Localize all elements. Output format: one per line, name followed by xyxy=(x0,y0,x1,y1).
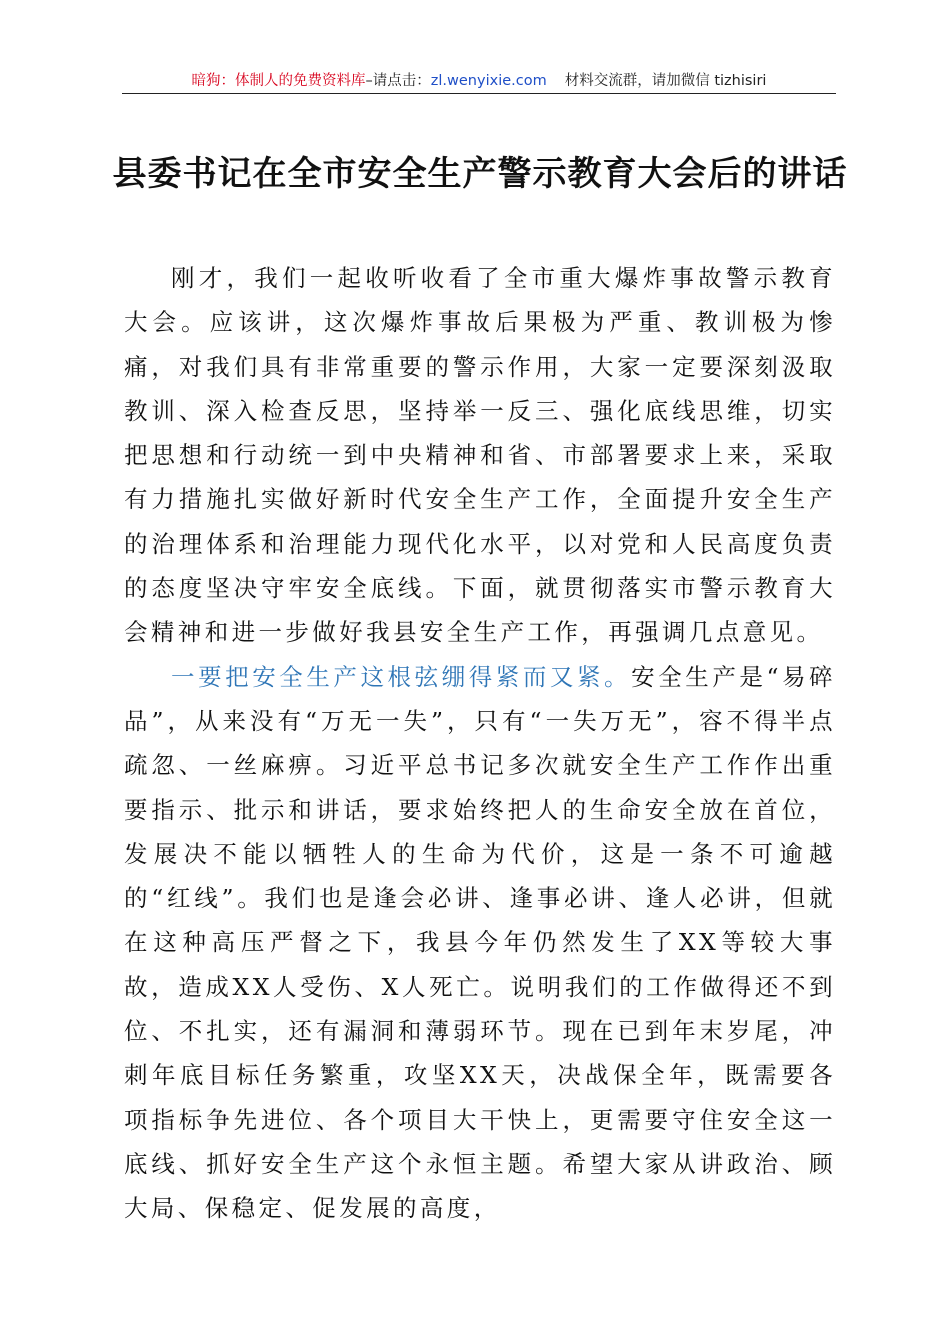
header-contact: 材料交流群，请加微信 tizhisiri xyxy=(564,73,767,89)
page-header xyxy=(122,70,836,92)
document-title: 县委书记在全市安全生产警示教育大会后的讲话 xyxy=(112,154,848,194)
paragraph-text: 安全生产是“易碎品”，从来没有“万无一失”，只有“一失万无”，容不得半点疏忽、一丝麻痹。习近平总书记多次就安全生产工作作出重要指示、批示和讲话，要求始终把人的生命安全放在首位，发展决不能以牺牲人的生命为代价，这是一条不可逾越的“红线”。我们也是逢会必讲、逢事必讲、逢人必讲，但就在这种高压严督之下，我县今年仍然发生了XX等较大事故，造成XX人受伤、X人死亡。说明我们的工作做得还不到位、不扎实，还有漏洞和薄弱环节。现在已到年末岁尾，冲刺年底目标任务繁重，攻坚XX天，决战保全年，既需要各项指标争先进位、各个项目大干快上，更需要守住安全这一底线、抓好安全生产这个永恒主题。希望大家从讲政治、顾大局、保稳定、促发展的高度， xyxy=(124,662,836,1223)
header-divider xyxy=(122,93,836,94)
document-body xyxy=(124,256,836,1231)
paragraph-heading: 一要把安全生产这根弦绷得紧而又紧。 xyxy=(171,662,632,691)
header-brand: 暗狗：体制人的免费资料库 xyxy=(191,73,366,89)
paragraph-point-one xyxy=(124,655,836,1231)
header-prompt: –请点击： xyxy=(365,73,431,89)
paragraph-text: 刚才，我们一起收听收看了全市重大爆炸事故警示教育大会。应该讲，这次爆炸事故后果极为严重、教训极为惨痛，对我们具有非常重要的警示作用，大家一定要深刻汲取教训、深入检查反思，坚持举一反三、强化底线思维，切实把思想和行动统一到中央精神和省、市部署要求上来，采取有力措施扎实做好新时代安全生产工作，全面提升安全生产的治理体系和治理能力现代化水平，以对党和人民高度负责的态度坚决守牢安全底线。下面，就贯彻落实市警示教育大会精神和进一步做好我县安全生产工作，再强调几点意见。 xyxy=(124,264,836,647)
header-url-link[interactable]: zl.wenyixie.com xyxy=(430,73,547,89)
paragraph-intro xyxy=(124,256,836,655)
